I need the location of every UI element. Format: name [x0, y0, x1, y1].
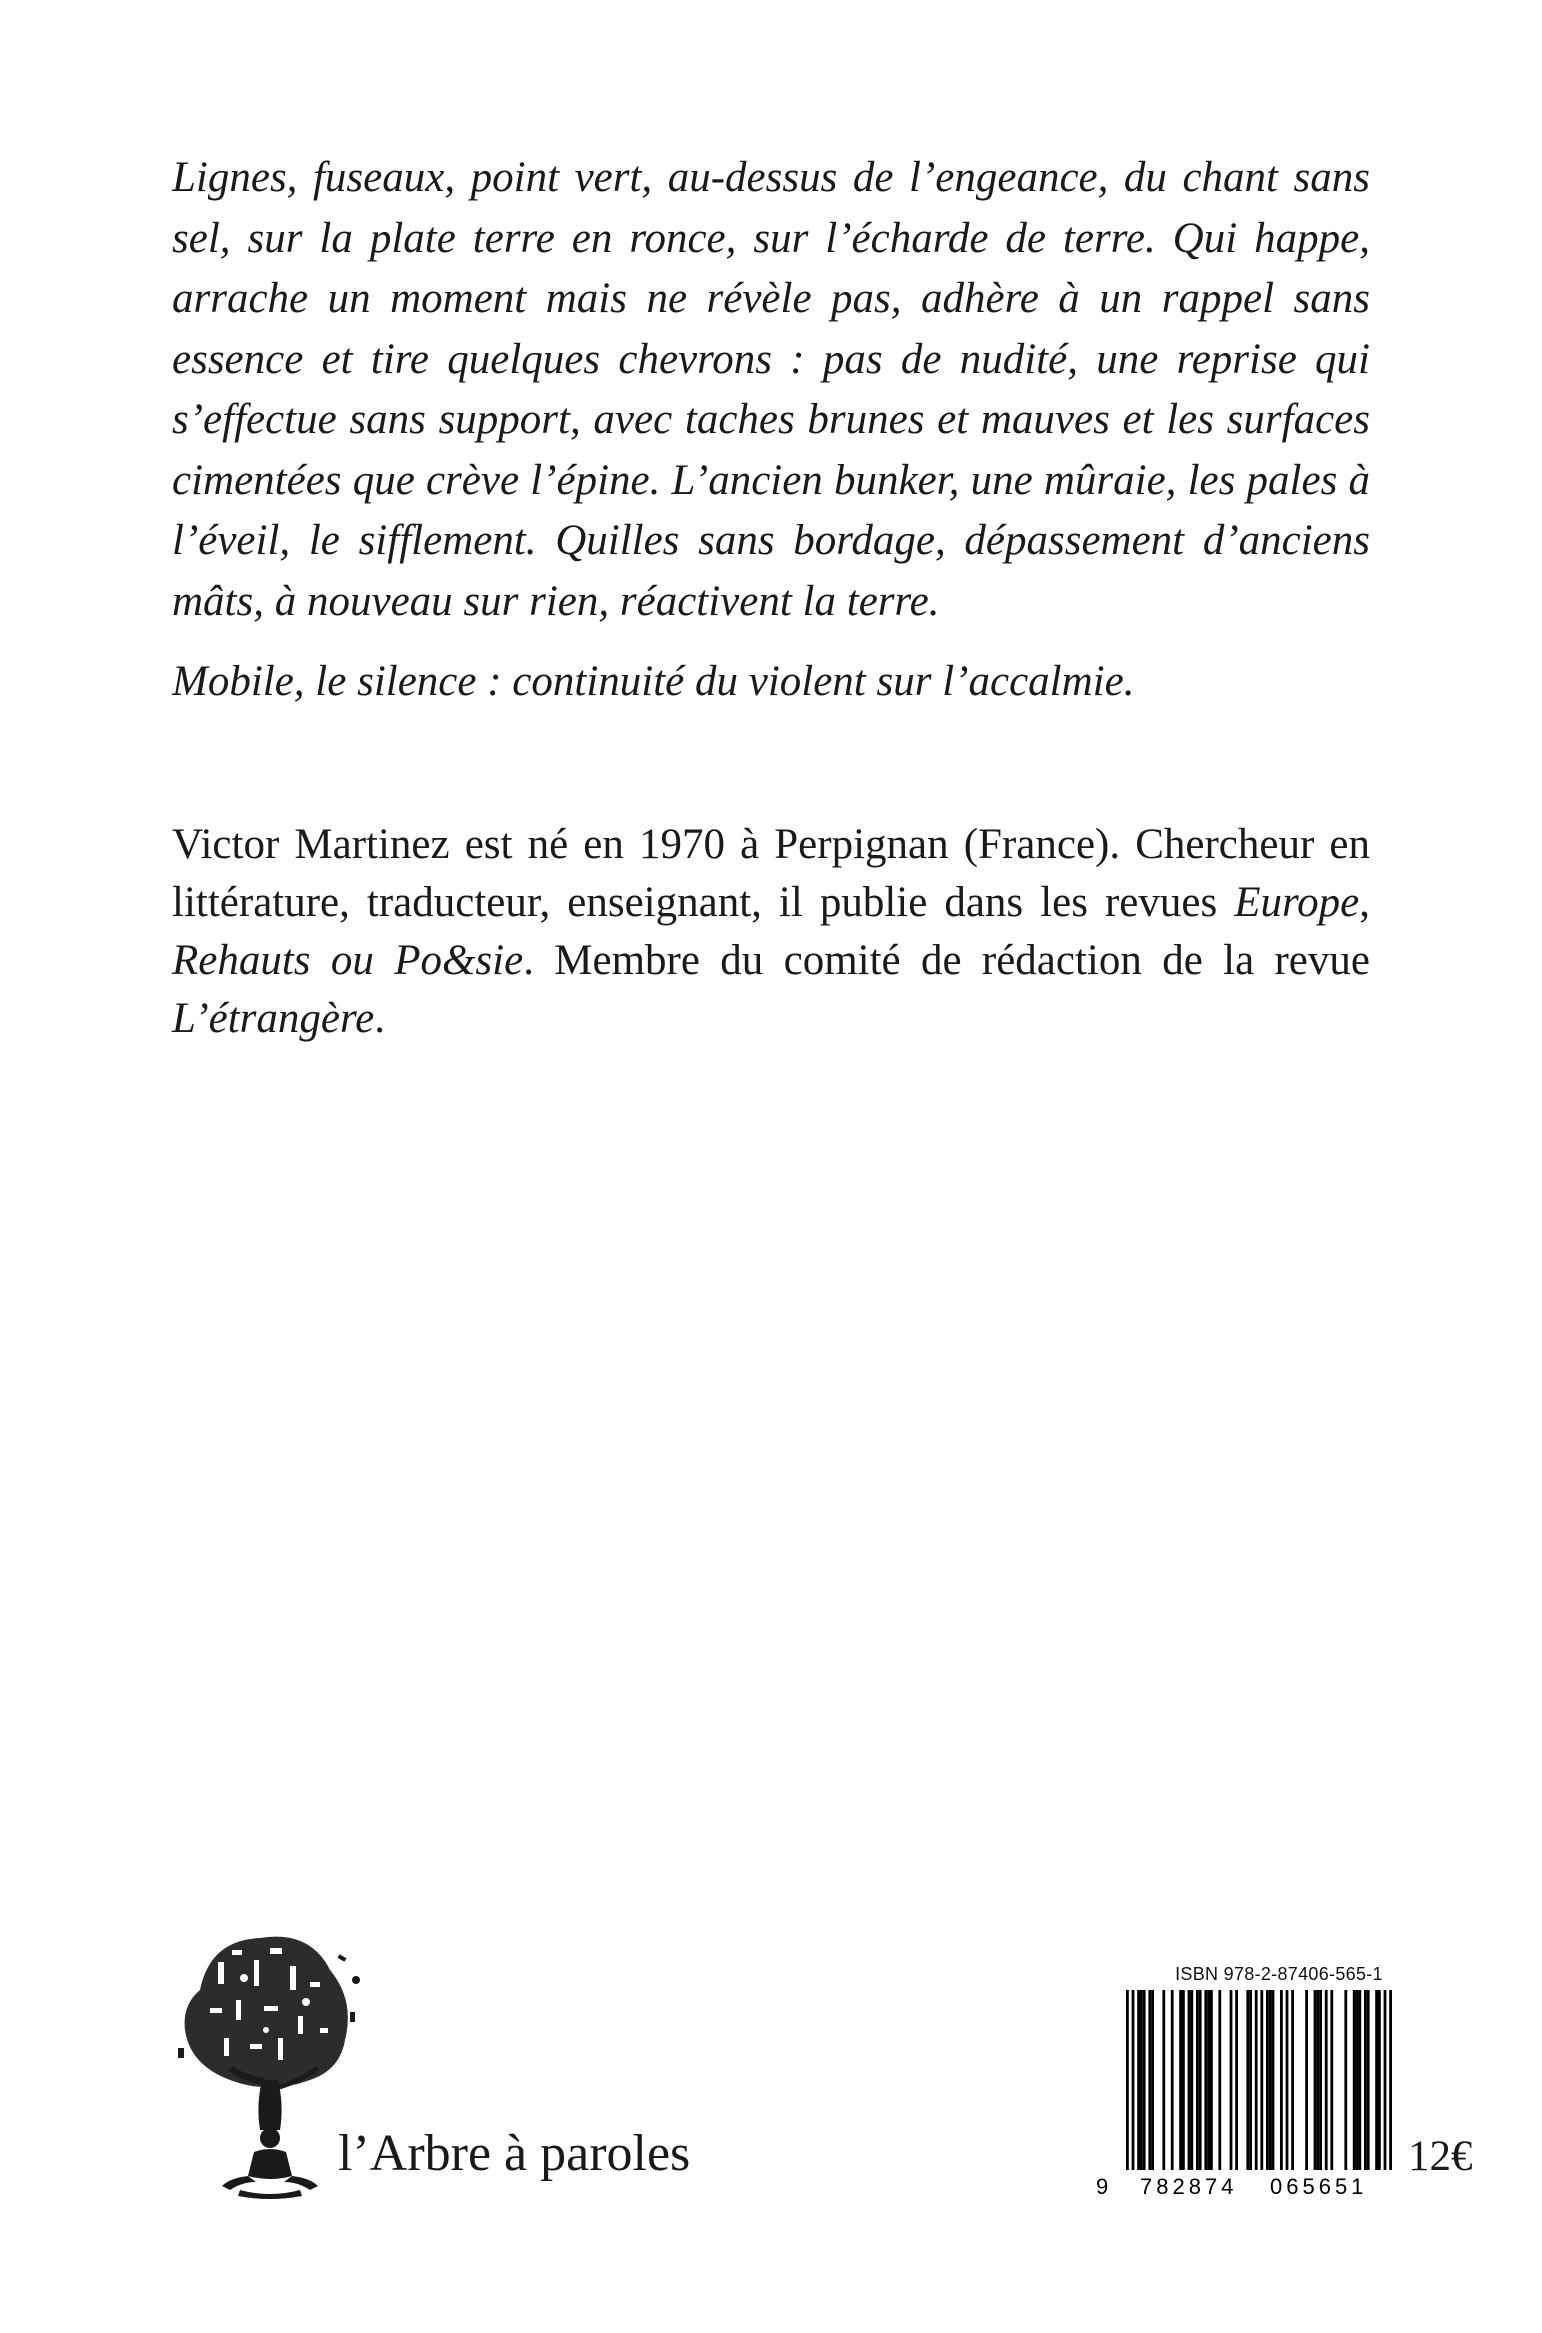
barcode-bar — [1325, 1990, 1328, 2170]
barcode-bar — [1199, 1990, 1202, 2170]
barcode-bar — [1266, 1990, 1269, 2170]
bio-text-4: . — [374, 995, 385, 1042]
blurb-closing-line: Mobile, le silence : continuité du violent sur l’accalmie. — [172, 658, 1135, 705]
bio-text-3: . Membre du comité de rédaction de la revue — [523, 937, 1370, 984]
barcode-bar — [1171, 1990, 1174, 2170]
journal-rehauts-posie: Rehauts ou Po&sie — [172, 937, 524, 984]
barcode-bar — [1280, 1990, 1283, 2170]
barcode-bar — [1235, 1990, 1238, 2170]
barcode-bar — [1389, 1990, 1392, 2186]
barcode-bar — [1210, 1990, 1213, 2170]
barcode-bar — [1204, 1990, 1207, 2170]
barcode-bar — [1319, 1990, 1322, 2170]
journal-letrangere: L’étrangère — [172, 995, 375, 1042]
barcode-bar — [1286, 1990, 1289, 2170]
barcode-bar — [1143, 1990, 1146, 2170]
isbn-label: ISBN 978-2-87406-565-1 — [1175, 1964, 1383, 1984]
barcode-bar — [1367, 1990, 1370, 2170]
barcode-digits-right: 065651 — [1270, 2174, 1368, 2198]
barcode-bar — [1196, 1990, 1199, 2170]
barcode-bar — [1358, 1990, 1361, 2170]
barcode-bar — [1140, 1990, 1143, 2170]
barcode-digits-left: 782874 — [1140, 2174, 1238, 2198]
barcode-bar — [1269, 1990, 1272, 2170]
barcode-bar — [1260, 1990, 1263, 2186]
barcode-bar — [1378, 1990, 1381, 2170]
barcode-bar — [1249, 1990, 1252, 2170]
publisher-name: l’Arbre à paroles — [338, 2125, 691, 2182]
barcode-bar — [1188, 1990, 1191, 2170]
barcode-bar — [1330, 1990, 1333, 2170]
barcode-digit-first: 9 — [1096, 2174, 1109, 2198]
barcode-bar — [1218, 1990, 1221, 2170]
barcode-bar — [1356, 1990, 1359, 2170]
barcode-bar — [1344, 1990, 1347, 2170]
barcode-bar — [1162, 1990, 1165, 2170]
barcode-bar — [1246, 1990, 1249, 2170]
author-bio — [172, 816, 1370, 1048]
barcode-bar — [1291, 1990, 1294, 2170]
bio-text-1: Victor Martinez est né en 1970 à Perpignan (France). Chercheur en littérature, traducteur, enseignant, il publie dans les revues — [172, 821, 1370, 926]
blurb-paragraph: Lignes, fuseaux, point vert, au-dessus de l’engeance, du chant sans sel, sur la plate terre en ronce, sur l’écharde de terre. Qui happe, arrache un moment mais ne révèle pas, adhère à un rappel sans essence et tire quelques chevrons : pas de nudité, une reprise qui s’effectue sans support, avec taches brunes et mauves et les surfaces cimentées que crève l’épine. L’ancien bunker, une mûraie, les pales à l’éveil, le sifflement. Quilles sans bordage, dépassement d’anciens mâts, à nouveau sur rien, réactivent la terre. — [172, 154, 1370, 625]
barcode-bar — [1179, 1990, 1182, 2170]
barcode-bar — [1353, 1990, 1356, 2170]
barcode-bar — [1151, 1990, 1154, 2170]
barcode-bar — [1384, 1990, 1387, 2186]
journal-europe: Europe — [1234, 879, 1360, 926]
barcode-bar — [1207, 1990, 1210, 2170]
barcode-bar — [1137, 1990, 1140, 2170]
barcode-bar — [1305, 1990, 1308, 2170]
barcode-bar — [1132, 1990, 1135, 2186]
barcode-bar — [1314, 1990, 1317, 2170]
barcode-bar — [1190, 1990, 1193, 2170]
barcode-bar — [1375, 1990, 1378, 2170]
isbn-barcode — [1092, 1990, 1422, 2198]
barcode-bar — [1364, 1990, 1367, 2170]
back-cover-blurb — [172, 148, 1370, 713]
price-label: 12€ — [1408, 2133, 1473, 2180]
barcode-bar — [1148, 1990, 1151, 2170]
barcode-bar — [1255, 1990, 1258, 2186]
barcode-bar — [1182, 1990, 1185, 2170]
barcode-bar — [1272, 1990, 1275, 2170]
barcode-bar — [1126, 1990, 1129, 2186]
bio-text-2: , — [1359, 879, 1370, 926]
barcode-bar — [1316, 1990, 1319, 2170]
barcode-bar — [1230, 1990, 1233, 2170]
